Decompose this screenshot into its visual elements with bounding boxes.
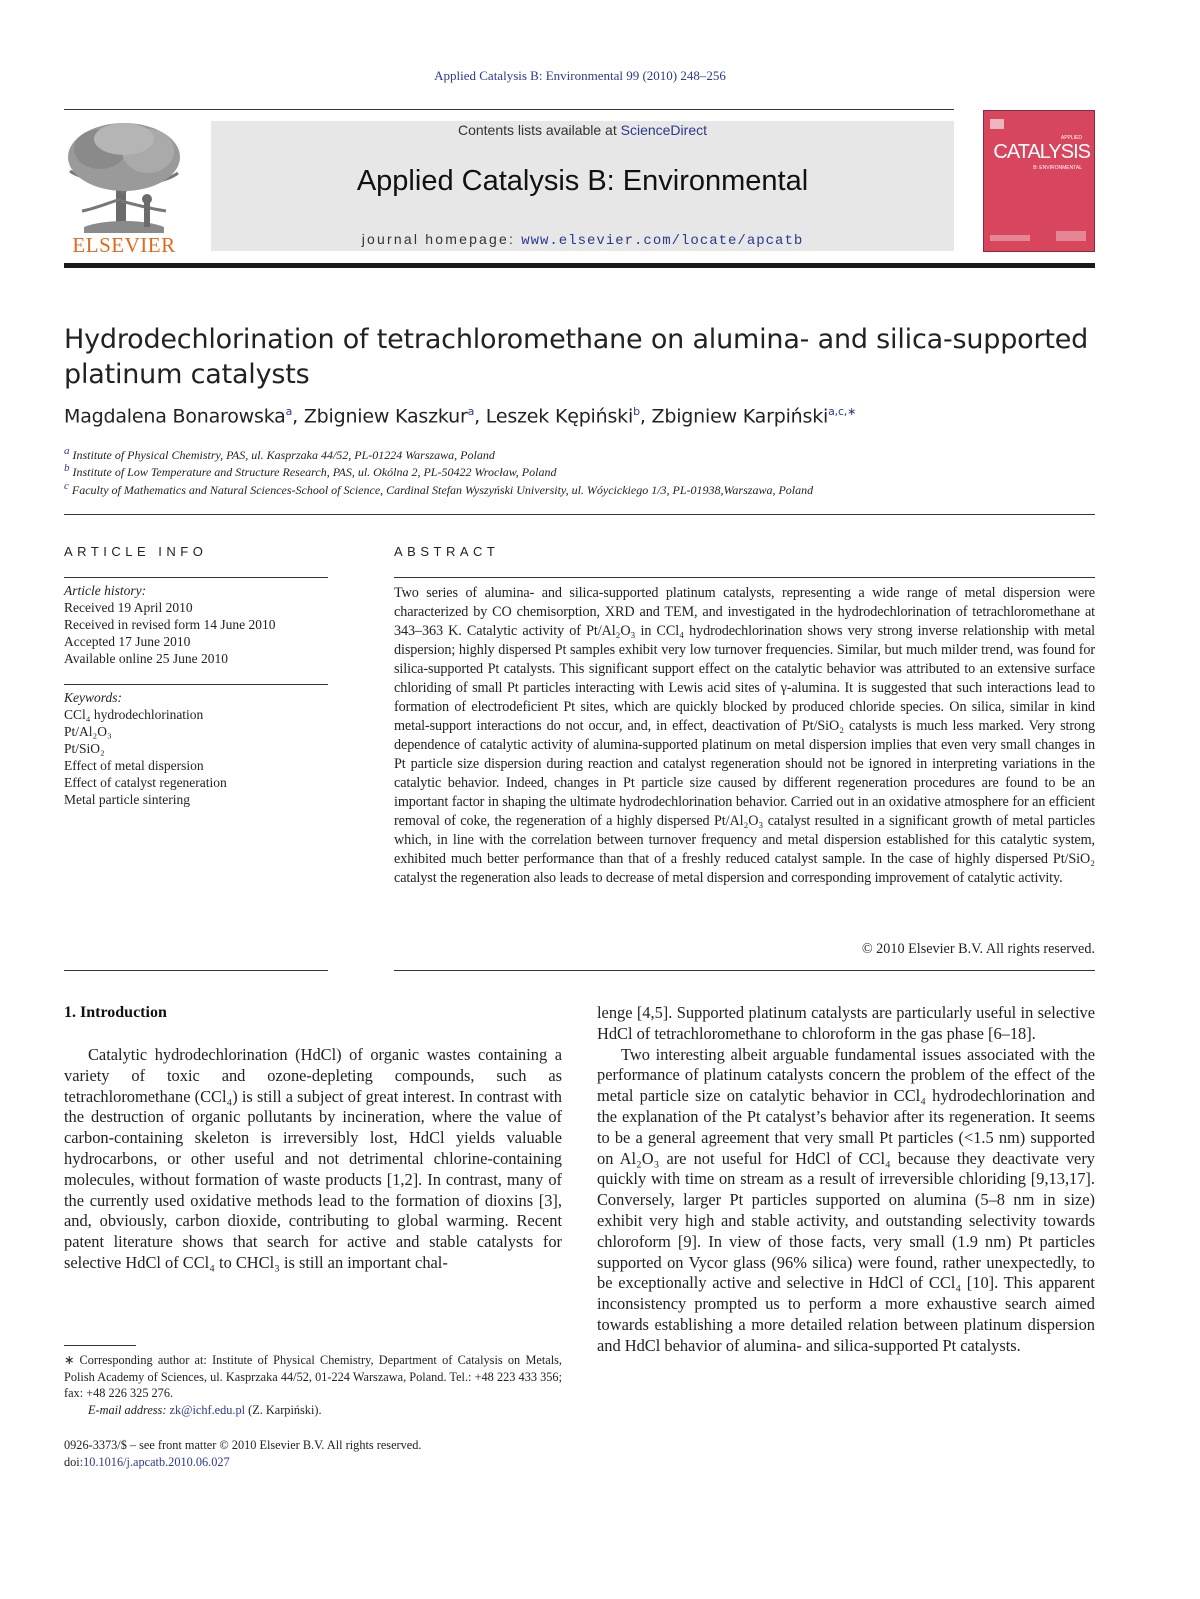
abstract-rule	[394, 577, 1095, 578]
homepage-link[interactable]: www.elsevier.com/locate/apcatb	[521, 233, 804, 249]
affiliation-text: Institute of Low Temperature and Structure Research, PAS, ul. Okólna 2, PL-50422 Wrocław, Poland	[72, 465, 557, 479]
issn-text: 0926-3373/$ – see front matter © 2010 Elsevier B.V. All rights reserved.	[64, 1438, 422, 1452]
journal-homepage	[211, 231, 954, 249]
info-rule	[64, 684, 328, 685]
cover-small-top: APPLIED	[1060, 135, 1082, 141]
author-sup[interactable]: b	[633, 405, 640, 418]
author-name[interactable]: Zbigniew Karpiński	[651, 405, 829, 428]
cover-logo-icon	[990, 119, 1004, 129]
history-item: Received in revised form 14 June 2010	[64, 617, 276, 632]
affiliation-sup: a	[64, 445, 70, 457]
affiliation	[64, 462, 1095, 480]
paragraph: Two interesting albeit arguable fundamental issues associated with the performance of platinum catalysts concern the problem of the effect of the metal particle size on catalytic behavior in CCl₄ hydrodechlorination and the explanation of the Pt catalyst’s behavior after its regeneration. It seems to be a general agreement that very small Pt particles (<1.5 nm) supported on Al₂O₃ are not useful for HdCl of CCl₄ because they deactivate very quickly with time on stream as a result of irreversible chloriding [9,13,17]. Conversely, larger Pt particles supported on alumina (5–8 nm in size) exhibit very high and stable activity, and outstanding selectivity towards chloroform [9]. In view of those facts, very small (1.9 nm) Pt particles supported on Vycor glass (96% silica) were found, rather unexpectedly, to be exceptionally active and selective in HdCl of CCl₄ [10]. This apparent inconsistency prompted us to perform a more exhaustive search aimed towards establishing a more detailed relation between platinum dispersion and HdCl behavior of alumina- and silica-supported Pt catalysts.	[597, 1044, 1095, 1355]
journal-citation[interactable]: Applied Catalysis B: Environmental 99 (2010) 248–256	[434, 68, 726, 83]
abstract-rule	[394, 970, 1095, 971]
cover-title: CATALYSIS	[993, 141, 1090, 163]
abstract-heading: ABSTRACT	[394, 544, 500, 559]
history-item: Available online 25 June 2010	[64, 651, 228, 666]
homepage-prefix: journal homepage:	[361, 231, 522, 247]
corresponding-text: ∗ Corresponding author at: Institute of Physical Chemistry, Department of Catalysis on Metals, Polish Academy of Sciences, ul. Kasprzaka 44/52, 01-224 Warszawa, Poland. Tel.: +48 223 433 356; fax: +48 226 325 276.	[64, 1353, 562, 1400]
journal-title: Applied Catalysis B: Environmental	[356, 165, 809, 197]
email-suffix: (Z. Karpiński).	[245, 1402, 322, 1417]
info-rule	[64, 970, 328, 971]
issn-block	[64, 1437, 562, 1470]
corresponding-footnote	[64, 1352, 562, 1418]
sciencedirect-link[interactable]: ScienceDirect	[620, 122, 707, 138]
section-rule	[64, 514, 1095, 515]
cover-small-bottom: B: ENVIRONMENTAL	[1033, 165, 1082, 171]
contents-line	[211, 122, 954, 138]
history-item: Accepted 17 June 2010	[64, 634, 191, 649]
history-item: Received 19 April 2010	[64, 600, 193, 615]
abstract-text: Two series of alumina- and silica-supported platinum catalysts, representing a wide range of metal dispersion were characterized by CO chemisorption, XRD and TEM, and investigated in the hydrodechlorination of tetrachloromethane at 343–363 K. Catalytic activity of Pt/Al₂O₃ in CCl₄ hydrodechlorination shows very strong inverse relationship with metal dispersion; highly dispersed Pt samples exhibit very low turnover frequencies. Similar, but much milder trend, was found for silica-supported Pt catalysts. This significant support effect on the catalytic behavior was attributed to an extensive surface chloriding of small Pt particles interacting with Lewis acid sites of γ-alumina. It is suggested that such interactions lead to formation of electrodeficient Pt sites, which are quickly blocked by produced chloride species. On silica, similar in kind metal-support interactions do not occur, and, in effect, deactivation of Pt/SiO₂ catalysts is much less marked. Very strong dependence of catalytic activity of alumina-supported platinum on metal dispersion implies that even very small changes in Pt particle size dispersion during reaction and catalyst regeneration should not be ignored in interpreting variations in the catalytic behavior. Indeed, changes in Pt particle size caused by different regeneration procedures are found to be an important factor in shaping the ultimate hydrodechlorination behavior. Carried out in an oxidative atmosphere for an efficient removal of coke, the regeneration of a highly dispersed Pt/Al₂O₃ catalyst resulted in a significant growth of metal particles which, in line with the correlation between turnover frequency and metal dispersion established for this catalytic system, exhibited much better performance than that of a freshly reduced catalyst sample. In the case of highly dispersed Pt/SiO₂ catalyst the regeneration also leads to decrease of metal dispersion and corresponding improvement of catalytic activity.	[394, 585, 1095, 886]
affiliation-sup: c	[64, 480, 69, 492]
keyword-item: Effect of catalyst regeneration	[64, 775, 227, 790]
doi-label: doi:	[64, 1454, 84, 1469]
article-info-heading: ARTICLE INFO	[64, 544, 208, 559]
author-sup[interactable]: a,c,∗	[828, 405, 857, 418]
author-name[interactable]: Leszek Kępiński	[485, 405, 634, 428]
keyword-item: Pt/Al₂O₃	[64, 724, 112, 739]
paragraph: lenge [4,5]. Supported platinum catalysts are particularly useful in selective HdCl of tetrachloromethane to chloroform in the gas phase [6–18].	[597, 1003, 1095, 1043]
author-list: Magdalena Bonarowska$^a$, Zbigniew Kaszkur$^a$, Leszek Kępiński$^b$, Zbigniew Karpiński$^{a,c,∗}$	[64, 405, 857, 428]
info-rule	[64, 577, 328, 578]
affiliation	[64, 445, 1095, 463]
abstract-copyright: © 2010 Elsevier B.V. All rights reserved.	[861, 941, 1095, 957]
elsevier-logo[interactable]	[64, 119, 184, 255]
doi-line	[64, 1454, 562, 1471]
author-name[interactable]: Magdalena Bonarowska	[64, 405, 286, 428]
author-sup[interactable]: a	[467, 405, 475, 418]
author-name[interactable]: Zbigniew Kaszkur	[303, 405, 468, 428]
keywords-label: Keywords:	[64, 690, 122, 705]
doi-link[interactable]: 10.1016/j.apcatb.2010.06.027	[83, 1454, 230, 1469]
email-link[interactable]: zk@ichf.edu.pl	[169, 1402, 246, 1417]
email-line	[64, 1402, 562, 1419]
author-sup[interactable]: a	[285, 405, 293, 418]
section-heading: 1. Introduction	[64, 1004, 167, 1021]
affiliation-sup: b	[64, 462, 70, 474]
article-title: Hydrodechlorination of tetrachloromethane on alumina- and silica-supported platinum catalysts	[64, 324, 1089, 390]
header-rule	[64, 109, 954, 110]
header-thick-rule	[64, 263, 1095, 268]
affiliation	[64, 480, 1095, 498]
keyword-item: Pt/SiO₂	[64, 741, 105, 756]
keyword-item: Effect of metal dispersion	[64, 758, 204, 773]
paragraph: Catalytic hydrodechlorination (HdCl) of organic wastes containing a variety of toxic and ozone-depleting compounds, such as tetrachloromethane (CCl₄) is still a subject of great interest. In contrast with the destruction of organic pollutants by incineration, where the value of carbon-containing skeleton is irreversibly lost, HdCl yields valuable hydrocarbons, or other useful and not detrimental chlorine-containing molecules, without formation of waste products [1,2]. In contrast, many of the currently used oxidative methods lead to the formation of dioxins [3], and, obviously, carbon dioxide, contributing to global warming. Recent patent literature shows that search for active and stable catalysts for selective HdCl of CCl₄ to CHCl₃ is still an important chal-	[64, 1045, 562, 1272]
email-label: E-mail address:	[88, 1402, 170, 1417]
elsevier-wordmark: ELSEVIER	[72, 233, 176, 257]
cover-publisher-mark	[1056, 231, 1086, 241]
affiliation-text: Institute of Physical Chemistry, PAS, ul. Kasprzaka 44/52, PL-01224 Warszawa, Poland	[72, 448, 495, 462]
contents-prefix: Contents lists available at	[457, 122, 621, 138]
keyword-item: CCl₄ hydrodechlorination	[64, 707, 204, 722]
history-label: Article history:	[64, 583, 147, 598]
right-column	[597, 1003, 1095, 1357]
keywords	[64, 689, 328, 808]
left-column	[64, 1045, 562, 1274]
keyword-item: Metal particle sintering	[64, 792, 190, 807]
article-history	[64, 582, 328, 667]
footnote-rule	[64, 1345, 136, 1346]
affiliation-text: Faculty of Mathematics and Natural Sciences-School of Science, Cardinal Stefan Wyszyński University, ul. Wóycickiego 1/3, PL-01938,Warszawa, Poland	[71, 483, 814, 497]
journal-cover[interactable]	[983, 110, 1095, 252]
cover-footer-mark	[990, 235, 1030, 241]
